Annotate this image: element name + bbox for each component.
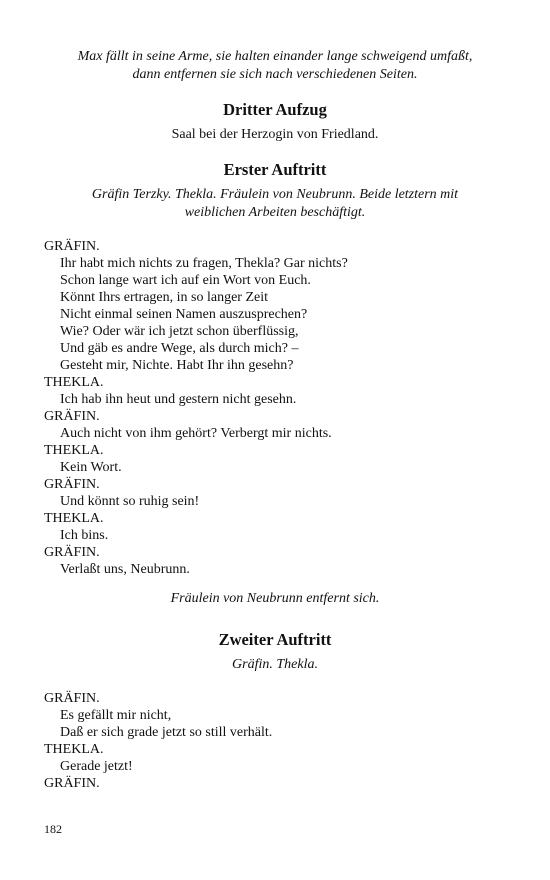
stage-direction-line: weiblichen Arbeiten beschäftigt.: [184, 205, 366, 220]
speaker-label: GRÄFIN.: [44, 691, 100, 706]
speaker-label: GRÄFIN.: [44, 545, 100, 560]
verse-line: Nicht einmal seinen Namen auszusprechen?: [60, 307, 308, 322]
scene-1-dialogue: [44, 238, 506, 578]
scene-2-title: Zweiter Auftritt: [218, 630, 332, 649]
verse-line: Ich bins.: [60, 528, 109, 543]
stage-direction-line: Max fällt in seine Arme, sie halten einander lange schweigend umfaßt,: [77, 49, 473, 64]
verse-line: Verlaßt uns, Neubrunn.: [60, 562, 190, 577]
page-body: [44, 48, 506, 792]
verse-line: Ihr habt mich nichts zu fragen, Thekla? Gar nichts?: [60, 256, 348, 271]
opening-stage-direction: [44, 48, 506, 84]
act-setting: Saal bei der Herzogin von Friedland.: [171, 127, 379, 142]
page-number: 182: [44, 822, 62, 836]
verse-line: Auch nicht von ihm gehört? Verbergt mir nichts.: [60, 426, 332, 441]
speaker-label: GRÄFIN.: [44, 409, 100, 424]
verse-line: Gerade jetzt!: [60, 759, 133, 774]
verse-line: Ich hab ihn heut und gestern nicht gesehn.: [60, 392, 297, 407]
act-title: Dritter Aufzug: [223, 100, 327, 119]
exit-stage-direction: Fräulein von Neubrunn entfernt sich.: [170, 591, 380, 606]
verse-line: Daß er sich grade jetzt so still verhält.: [60, 725, 273, 740]
verse-line: Kein Wort.: [60, 460, 122, 475]
stage-direction-line: Gräfin Terzky. Thekla. Fräulein von Neubrunn. Beide letztern mit: [91, 187, 459, 202]
verse-line: Gesteht mir, Nichte. Habt Ihr ihn gesehn?: [60, 358, 294, 373]
verse-line: Könnt Ihrs ertragen, in so langer Zeit: [60, 290, 268, 305]
scene-2-dialogue: [44, 690, 506, 792]
speaker-label: GRÄFIN.: [44, 477, 100, 492]
scene-2-stage-direction: Gräfin. Thekla.: [232, 657, 318, 672]
speaker-label: THEKLA.: [44, 375, 104, 390]
stage-direction-line: dann entfernen sie sich nach verschiedenen Seiten.: [132, 67, 418, 82]
speaker-label: GRÄFIN.: [44, 776, 100, 791]
verse-line: Und gäb es andre Wege, als durch mich? –: [60, 341, 299, 356]
scene-1-stage-direction: [44, 186, 506, 222]
speaker-label: GRÄFIN.: [44, 239, 100, 254]
verse-line: Es gefällt mir nicht,: [60, 708, 172, 723]
speaker-label: THEKLA.: [44, 443, 104, 458]
speaker-label: THEKLA.: [44, 742, 104, 757]
scene-1-title: Erster Auftritt: [223, 160, 327, 179]
verse-line: Und könnt so ruhig sein!: [60, 494, 200, 509]
verse-line: Schon lange wart ich auf ein Wort von Euch.: [60, 273, 311, 288]
verse-line: Wie? Oder wär ich jetzt schon überflüssig,: [60, 324, 299, 339]
speaker-label: THEKLA.: [44, 511, 104, 526]
